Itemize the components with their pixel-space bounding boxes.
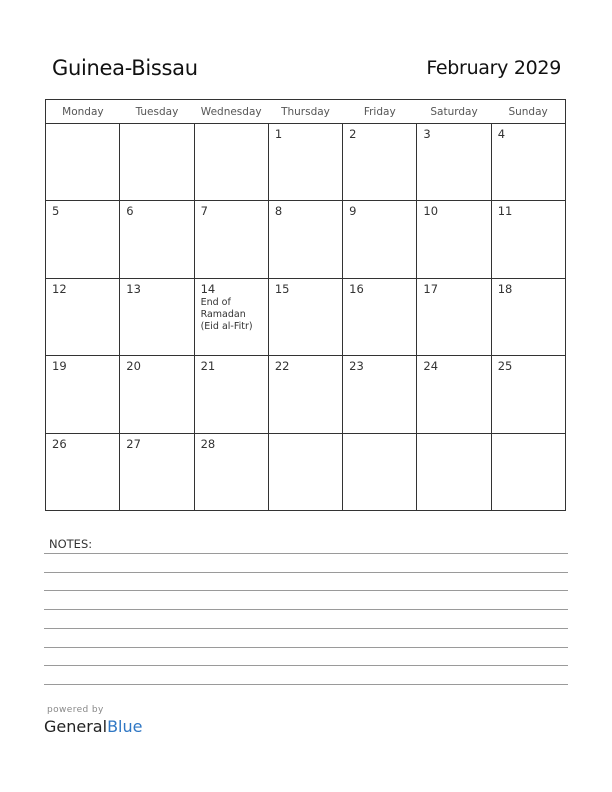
day-cell xyxy=(194,433,268,510)
day-cell xyxy=(268,433,342,510)
brand-general: General xyxy=(44,717,108,736)
day-number: 19 xyxy=(52,359,67,374)
weekday-header: Tuesday xyxy=(120,100,194,124)
day-number: 17 xyxy=(423,281,439,296)
day-number: 20 xyxy=(126,359,141,374)
week-row xyxy=(46,356,566,433)
day-number: 25 xyxy=(497,359,513,374)
weekday-header-row xyxy=(46,100,566,124)
note-line xyxy=(44,553,568,554)
day-number: 22 xyxy=(274,359,290,374)
notes-label: NOTES: xyxy=(49,537,93,551)
weekday-header: Friday xyxy=(343,100,417,124)
day-cell xyxy=(343,433,417,510)
day-number: 1 xyxy=(274,127,283,141)
day-cell xyxy=(268,278,342,355)
day-cell xyxy=(268,356,342,433)
day-number: 27 xyxy=(126,436,141,451)
week-row xyxy=(46,124,566,201)
day-cell xyxy=(491,433,565,510)
day-number: 9 xyxy=(349,204,357,219)
day-number: 2 xyxy=(349,127,357,141)
day-number: 21 xyxy=(200,359,216,374)
day-cell xyxy=(343,201,417,278)
weekday-header: Sunday xyxy=(491,100,565,124)
day-cell xyxy=(268,124,342,201)
day-number: 14 xyxy=(200,281,216,296)
day-cell xyxy=(194,356,268,433)
weekday-header: Thursday xyxy=(268,100,342,124)
month-year-title: February 2029 xyxy=(426,57,561,79)
day-cell xyxy=(120,124,194,201)
brand-blue: Blue xyxy=(107,717,143,736)
day-cell xyxy=(491,201,565,278)
day-cell xyxy=(343,356,417,433)
day-cell xyxy=(120,201,194,278)
calendar-grid xyxy=(45,99,566,511)
day-cell xyxy=(417,201,491,278)
week-row xyxy=(46,201,566,278)
weekday-header: Saturday xyxy=(417,100,491,124)
day-number: 18 xyxy=(497,281,513,296)
day-cell xyxy=(194,124,268,201)
day-number: 28 xyxy=(200,436,216,451)
day-cell xyxy=(120,278,194,355)
day-cell xyxy=(46,278,120,355)
day-cell xyxy=(46,433,120,510)
day-number: 12 xyxy=(52,281,67,296)
day-cell xyxy=(46,201,120,278)
day-number: 4 xyxy=(497,127,506,141)
country-title: Guinea-Bissau xyxy=(52,56,198,80)
day-number: 3 xyxy=(423,127,431,141)
day-number: 6 xyxy=(126,204,134,219)
day-cell xyxy=(120,356,194,433)
powered-by-text: powered by xyxy=(47,705,104,715)
day-cell xyxy=(46,124,120,201)
note-line xyxy=(44,590,568,591)
day-number: 23 xyxy=(349,359,364,374)
day-cell xyxy=(194,278,268,355)
day-number: 16 xyxy=(349,281,364,296)
brand-logo xyxy=(44,717,142,736)
day-cell xyxy=(120,433,194,510)
note-line xyxy=(44,665,568,666)
day-number: 5 xyxy=(52,204,60,219)
day-number: 15 xyxy=(274,281,290,296)
day-cell xyxy=(343,278,417,355)
week-row xyxy=(46,433,566,510)
day-cell xyxy=(268,201,342,278)
holiday-event: End of Ramadan (Eid al-Fitr) xyxy=(200,296,253,332)
day-cell xyxy=(491,124,565,201)
day-number: 10 xyxy=(423,204,439,219)
note-line xyxy=(44,572,568,573)
note-line xyxy=(44,647,568,648)
day-cell xyxy=(343,124,417,201)
day-number: 24 xyxy=(423,359,439,374)
day-cell xyxy=(194,201,268,278)
day-cell xyxy=(417,124,491,201)
day-cell xyxy=(46,356,120,433)
day-number: 13 xyxy=(126,281,141,296)
day-number: 11 xyxy=(497,204,513,219)
day-number: 26 xyxy=(52,436,67,451)
day-number: 8 xyxy=(274,204,283,219)
weekday-header: Wednesday xyxy=(194,100,268,124)
day-cell xyxy=(417,356,491,433)
note-line xyxy=(44,628,568,629)
note-line xyxy=(44,684,568,685)
week-row xyxy=(46,278,566,355)
note-line xyxy=(44,609,568,610)
day-cell xyxy=(417,433,491,510)
weekday-header: Monday xyxy=(46,100,120,124)
day-cell xyxy=(491,356,565,433)
day-cell xyxy=(417,278,491,355)
day-number: 7 xyxy=(200,204,208,219)
day-cell xyxy=(491,278,565,355)
calendar-body xyxy=(46,124,566,511)
